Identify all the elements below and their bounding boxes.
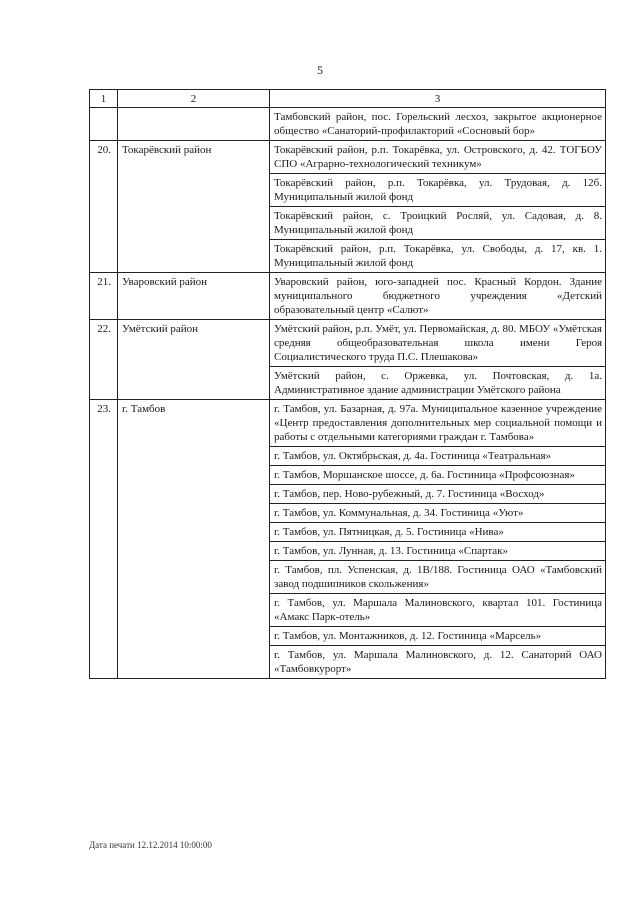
address-cell: г. Тамбов, ул. Лунная, д. 13. Гостиница «Спартак» bbox=[270, 542, 606, 561]
district-name bbox=[118, 108, 270, 141]
address-cell: г. Тамбов, Моршанское шоссе, д. 6а. Гостиница «Профсоюзная» bbox=[270, 466, 606, 485]
table-header-row bbox=[90, 90, 606, 108]
address-cell: г. Тамбов, ул. Коммунальная, д. 34. Гостиница «Уют» bbox=[270, 504, 606, 523]
page-number: 5 bbox=[317, 63, 323, 77]
address-cell: Токарёвский район, р.п. Токарёвка, ул. Свободы, д. 17, кв. 1. Муниципальный жилой фонд bbox=[270, 240, 606, 273]
address-cell: Токарёвский район, р.п. Токарёвка, ул. Островского, д. 42. ТОГБОУ СПО «Аграрно-технологический техникум» bbox=[270, 141, 606, 174]
address-cell: г. Тамбов, пер. Ново-рубежный, д. 7. Гостиница «Восход» bbox=[270, 485, 606, 504]
header-col-3: 3 bbox=[270, 90, 606, 108]
address-cell: Умётский район, р.п. Умёт, ул. Первомайская, д. 80. МБОУ «Умётская средняя общеобразовательная школа имени Героя Социалистического труда П.С. Плешакова» bbox=[270, 320, 606, 367]
table-row bbox=[90, 273, 606, 320]
row-number: 20. bbox=[90, 141, 118, 273]
district-name: Уваровский район bbox=[118, 273, 270, 320]
table-row bbox=[90, 320, 606, 367]
address-cell: Токарёвский район, р.п. Токарёвка, ул. Трудовая, д. 12б. Муниципальный жилой фонд bbox=[270, 174, 606, 207]
table-row bbox=[90, 141, 606, 174]
address-cell: Токарёвский район, с. Троицкий Росляй, ул. Садовая, д. 8. Муниципальный жилой фонд bbox=[270, 207, 606, 240]
address-cell: Тамбовский район, пос. Горельский лесхоз, закрытое акционерное общество «Санаторий-профилакторий «Сосновый бор» bbox=[270, 108, 606, 141]
address-cell: г. Тамбов, ул. Маршала Малиновского, квартал 101. Гостиница «Амакс Парк-отель» bbox=[270, 594, 606, 627]
row-number bbox=[90, 108, 118, 141]
header-col-2: 2 bbox=[118, 90, 270, 108]
address-cell: г. Тамбов, ул. Монтажников, д. 12. Гостиница «Марсель» bbox=[270, 627, 606, 646]
address-cell: г. Тамбов, ул. Базарная, д. 97а. Муниципальное казенное учреждение «Центр предоставления дополнительных мер социальной помощи и работы с отдельными категориями граждан г. Тамбова» bbox=[270, 400, 606, 447]
address-cell: г. Тамбов, пл. Успенская, д. 1В/188. Гостиница ОАО «Тамбовский завод подшипников скольжения» bbox=[270, 561, 606, 594]
address-cell: Уваровский район, юго-западней пос. Красный Кордон. Здание муниципального бюджетного учреждения «Детский образовательный центр «Салют» bbox=[270, 273, 606, 320]
district-name: Токарёвский район bbox=[118, 141, 270, 273]
print-date: Дата печати 12.12.2014 10:00:00 bbox=[89, 840, 212, 850]
row-number: 22. bbox=[90, 320, 118, 400]
table-row bbox=[90, 400, 606, 447]
address-cell: г. Тамбов, ул. Маршала Малиновского, д. 12. Санаторий ОАО «Тамбовкурорт» bbox=[270, 646, 606, 679]
district-name: Умётский район bbox=[118, 320, 270, 400]
district-name: г. Тамбов bbox=[118, 400, 270, 679]
row-number: 23. bbox=[90, 400, 118, 679]
address-cell: г. Тамбов, ул. Октябрьская, д. 4а. Гостиница «Театральная» bbox=[270, 447, 606, 466]
locations-table bbox=[89, 89, 606, 679]
address-cell: Умётский район, с. Оржевка, ул. Почтовская, д. 1а. Административное здание администрации Умётского района bbox=[270, 367, 606, 400]
header-col-1: 1 bbox=[90, 90, 118, 108]
row-number: 21. bbox=[90, 273, 118, 320]
table-row bbox=[90, 108, 606, 141]
address-cell: г. Тамбов, ул. Пятницкая, д. 5. Гостиница «Нива» bbox=[270, 523, 606, 542]
